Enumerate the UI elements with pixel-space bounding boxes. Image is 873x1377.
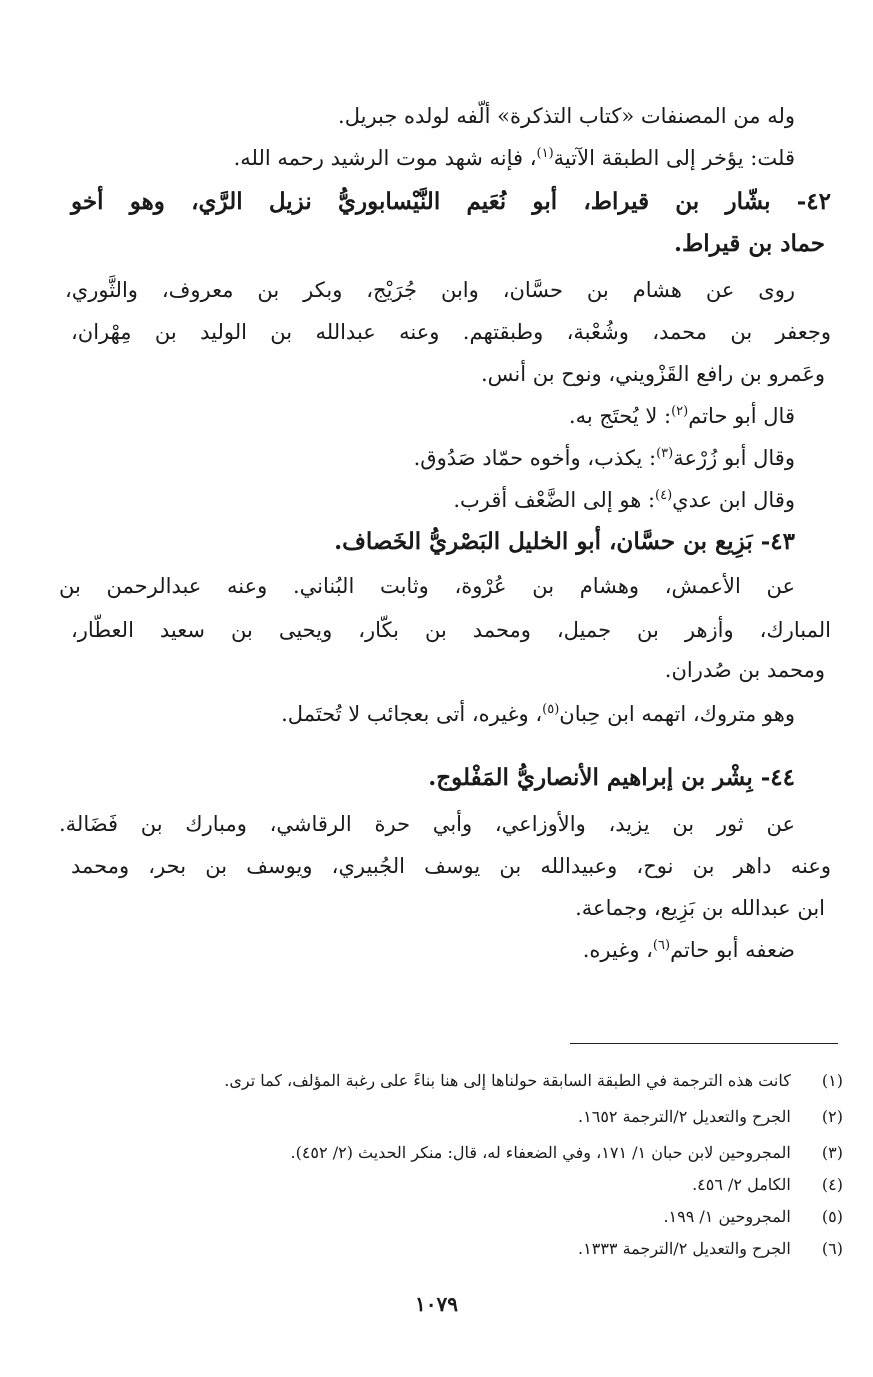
text-line: روى عن هشام بن حسَّان، وابن جُرَيْج، وبكر بن معروف، والثَّوري،: [65, 278, 795, 302]
entry-heading-42-cont: حماد بن قيراط.: [674, 230, 825, 257]
entry-heading-43: ٤٣- بَزِيع بن حسَّان، أبو الخليل البَصْريُّ الخَصاف.: [334, 528, 795, 555]
line-text: ، وغيره، أتى بعجائب لا تُحتَمل.: [281, 702, 543, 726]
line-text: ، وغيره.: [582, 938, 653, 962]
line-text: : لا يُحتَج به.: [568, 404, 672, 428]
footnote-number: (٣): [821, 1143, 843, 1162]
footnote-3: [43, 1140, 843, 1166]
footnote-number: (٦): [821, 1239, 843, 1258]
footnote-ref[interactable]: (٦): [652, 938, 671, 953]
text-line: عن ثور بن يزيد، والأوزاعي، وأبي حرة الرقاشي، ومبارك بن فَضَالة.: [59, 812, 795, 836]
footnote-ref[interactable]: (٥): [542, 702, 560, 717]
page-number: ١٠٧٩: [415, 1292, 458, 1316]
line-text: وقال أبو زُرْعة: [673, 446, 795, 470]
line-text: ، فإنه شهد موت الرشيد رحمه الله.: [233, 146, 537, 170]
footnote-1: [43, 1068, 843, 1094]
footnote-number: (١): [821, 1071, 843, 1090]
text-line: ابن عبدالله بن بَزِيع، وجماعة.: [575, 896, 825, 920]
footnote-ref[interactable]: (٣): [656, 446, 674, 461]
line-text: وقال ابن عدي: [672, 488, 795, 512]
footnote-number: (٥): [821, 1207, 843, 1226]
line-text: وهو متروك، اتهمه ابن حِبان: [559, 702, 795, 726]
line-text: قلت: يؤخر إلى الطبقة الآتية: [553, 146, 795, 170]
text-line: [65, 696, 795, 732]
footnote-4: [43, 1172, 843, 1198]
footnote-ref[interactable]: (١): [536, 146, 554, 161]
text-line: وجعفر بن محمد، وشُعْبة، وطبقتهم. وعنه عبدالله بن الوليد بن مِهْران،: [71, 320, 831, 344]
text-line: [65, 482, 795, 518]
entry-heading-44: ٤٤- بِشْر بن إبراهيم الأنصاريُّ المَفْلوج.: [428, 764, 795, 791]
line-text: : يكذب، وأخوه حمّاد صَدُوق.: [413, 446, 657, 470]
text-line: وعنه داهر بن نوح، وعبيدالله بن يوسف الجُبيري، ويوسف بن بحر، ومحمد: [71, 854, 831, 878]
footnote-6: [43, 1236, 843, 1262]
footnote-2: [43, 1104, 843, 1130]
entry-heading-42: ٤٢- بشّار بن قيراط، أبو نُعَيم النَّيْسابوريُّ نزيل الرَّي، وهو أخو: [71, 188, 831, 215]
footnote-separator: [570, 1043, 838, 1044]
footnote-5: [43, 1204, 843, 1230]
line-text: : هو إلى الضَّعْف أقرب.: [453, 488, 656, 512]
line-text: ضعفه أبو حاتم: [670, 938, 795, 962]
line-text: قال أبو حاتم: [688, 404, 795, 428]
text-line: [65, 140, 795, 176]
text-line: [65, 398, 795, 434]
footnote-text: كانت هذه الترجمة في الطبقة السابقة حولناها إلى هنا بناءً على رغبة المؤلف، كما ترى.: [224, 1071, 791, 1090]
text-line: وله من المصنفات «كتاب التذكرة» ألّفه لولده جبريل.: [338, 104, 795, 128]
text-line: المبارك، وأزهر بن جميل، ومحمد بن بكّار، ويحيى بن سعيد العطّار،: [71, 618, 831, 642]
footnote-text: المجروحين ١/ ١٩٩.: [663, 1207, 791, 1226]
footnote-text: المجروحين لابن حبان ١/ ١٧١، وفي الضعفاء له، قال: منكر الحديث (٢/ ٤٥٢).: [290, 1143, 791, 1162]
text-line: عن الأعمش، وهشام بن عُرْوة، وثابت البُناني. وعنه عبدالرحمن بن: [59, 574, 795, 598]
text-line: ومحمد بن صُدران.: [664, 658, 825, 682]
footnote-text: الكامل ٢/ ٤٥٦.: [692, 1175, 791, 1194]
text-line: [65, 932, 795, 968]
footnote-number: (٢): [821, 1107, 843, 1126]
text-line: [65, 440, 795, 476]
footnote-ref[interactable]: (٢): [671, 404, 689, 419]
footnote-ref[interactable]: (٤): [655, 488, 673, 503]
footnote-text: الجرح والتعديل ٢/الترجمة ١٣٣٣.: [578, 1239, 791, 1258]
footnote-text: الجرح والتعديل ٢/الترجمة ١٦٥٢.: [578, 1107, 791, 1126]
text-line: وعَمرو بن رافع القَزْويني، ونوح بن أنس.: [480, 362, 825, 386]
footnote-number: (٤): [821, 1175, 843, 1194]
